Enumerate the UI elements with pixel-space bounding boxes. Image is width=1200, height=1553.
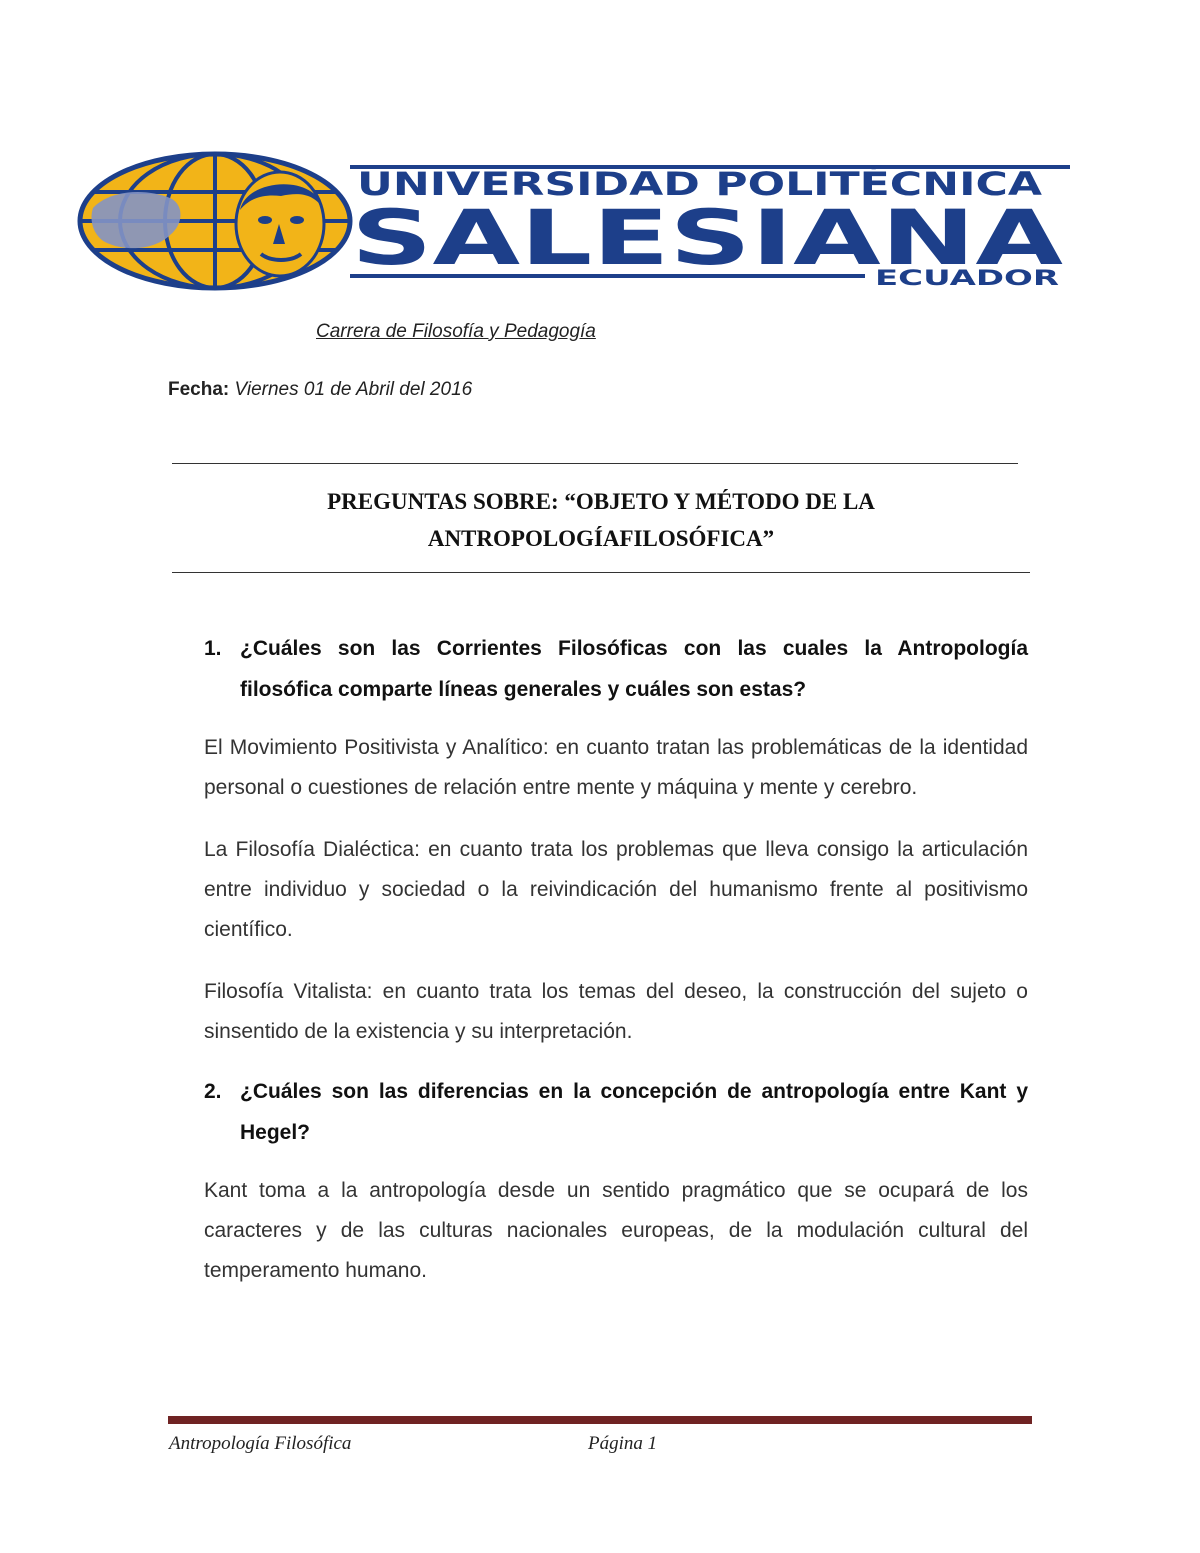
question-number: 2. bbox=[204, 1080, 222, 1103]
answer-paragraph: El Movimiento Positivista y Analítico: en cuanto tratan las problemáticas de la identidad personal o cuestiones de relación entre mente y máquina y mente y cerebro. bbox=[204, 736, 1028, 799]
footer-bar bbox=[168, 1416, 1032, 1424]
university-logo bbox=[75, 150, 1070, 292]
title-bottom-rule bbox=[172, 572, 1030, 573]
date-value: Viernes 01 de Abril del 2016 bbox=[234, 379, 473, 400]
document-title bbox=[172, 483, 1030, 557]
date-line bbox=[168, 379, 472, 401]
date-label: Fecha: bbox=[168, 379, 230, 400]
question-1 bbox=[204, 628, 1028, 710]
footer-course: Antropología Filosófica bbox=[169, 1433, 352, 1454]
footer-page-number: Página 1 bbox=[588, 1433, 658, 1454]
question-text: ¿Cuáles son las diferencias en la concepción de antropología entre Kant y Hegel? bbox=[240, 1080, 1028, 1144]
title-line-1: PREGUNTAS SOBRE: “OBJETO Y MÉTODO DE LA bbox=[327, 489, 875, 514]
question-text: ¿Cuáles son las Corrientes Filosóficas con las cuales la Antropología filosófica comparte líneas generales y cuáles son estas? bbox=[240, 637, 1028, 701]
logo-line-1: UNIVERSIDAD POLITÉCNICA bbox=[357, 165, 1043, 203]
document-body bbox=[204, 628, 1028, 1291]
answer-paragraph: Kant toma a la antropología desde un sentido pragmático que se ocupará de los caracteres y de las culturas nacionales europeas, de la modulación cultural del temperamento humano. bbox=[204, 1179, 1028, 1282]
logo-line-2: SALESIANA bbox=[351, 193, 1064, 282]
question-number: 1. bbox=[204, 637, 222, 660]
title-line-2: ANTROPOLOGÍAFILOSÓFICA” bbox=[427, 526, 775, 551]
question-2 bbox=[204, 1071, 1028, 1153]
title-top-rule bbox=[172, 463, 1018, 464]
answer-paragraph: La Filosofía Dialéctica: en cuanto trata los problemas que lleva consigo la articulación entre individuo y sociedad o la reivindicación del humanismo frente al positivismo científico. bbox=[204, 838, 1028, 941]
answer-paragraph: Filosofía Vitalista: en cuanto trata los temas del deseo, la construcción del sujeto o sinsentido de la existencia y su interpretación. bbox=[204, 980, 1028, 1043]
founder-portrait-icon bbox=[236, 172, 324, 276]
career-subtitle: Carrera de Filosofía y Pedagogía bbox=[316, 321, 596, 342]
logo-line-3: ECUADOR bbox=[875, 266, 1059, 290]
